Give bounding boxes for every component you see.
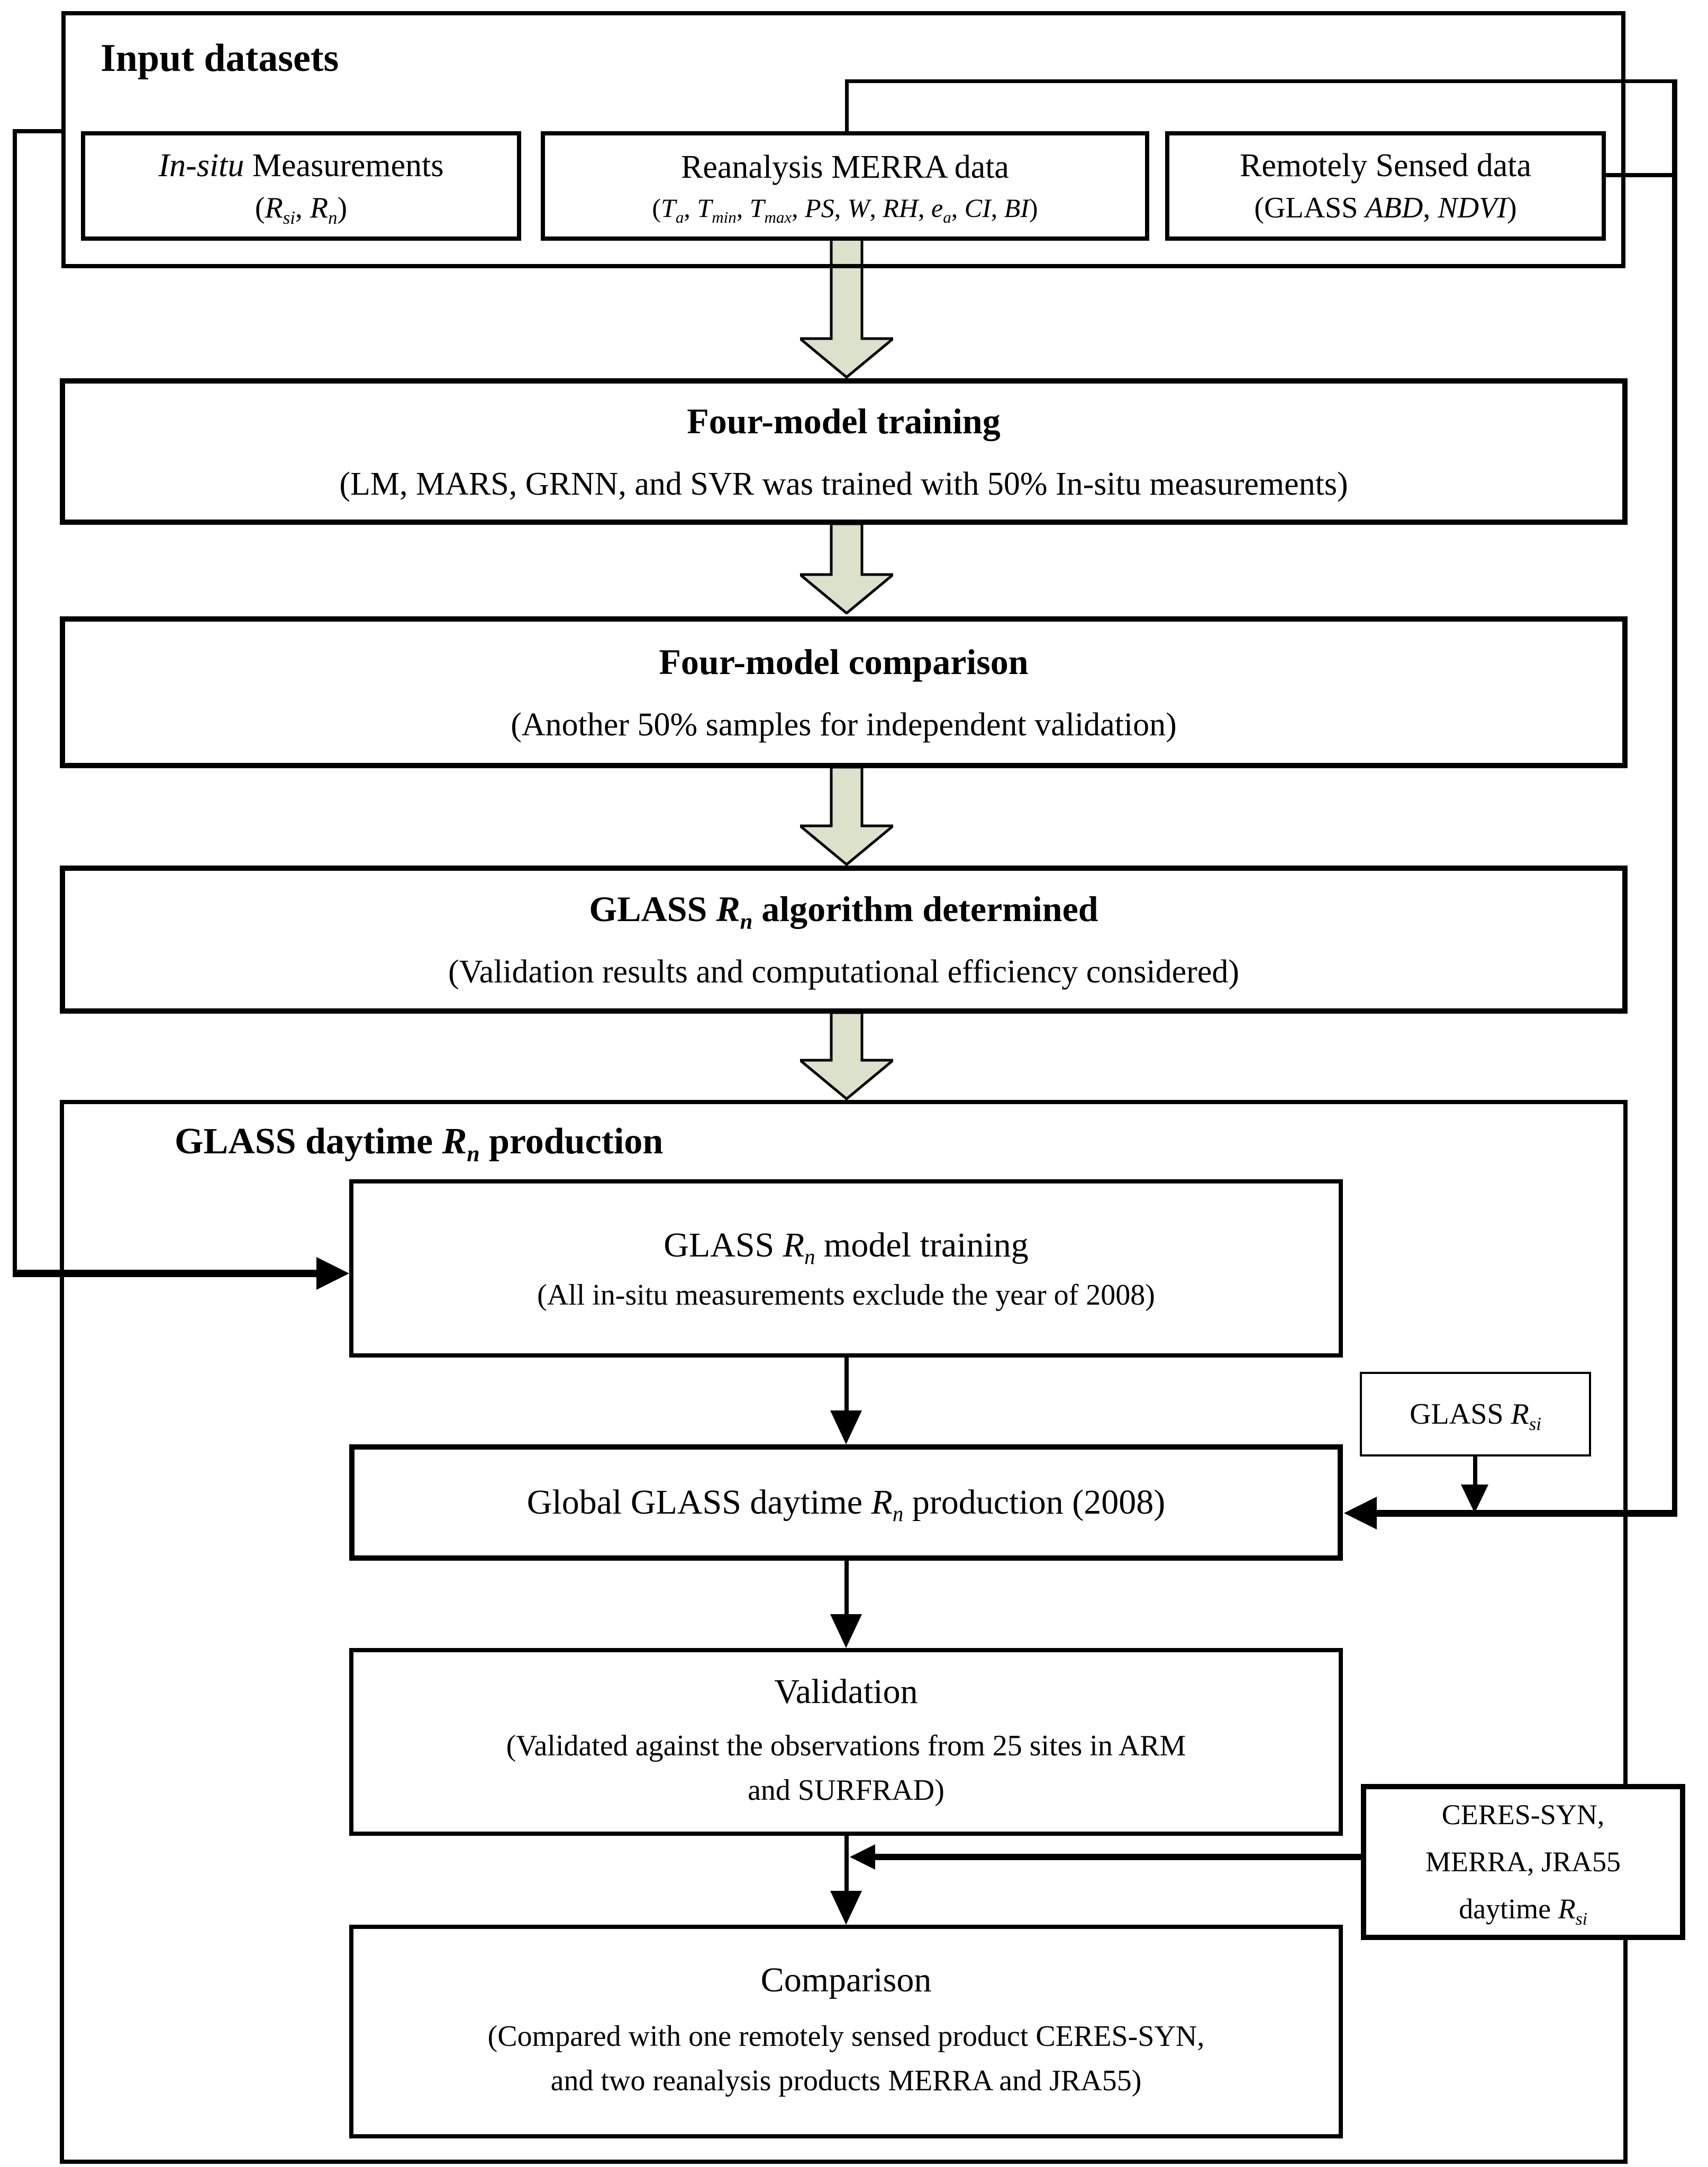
glass-rn-model-training-box [349, 1179, 1343, 1358]
insitu-measurements-label: In-situ Measurements [158, 148, 444, 184]
input-datasets-title: Input datasets [101, 37, 339, 80]
four-model-training-subtitle: (LM, MARS, GRNN, and SVR was trained with 50% In-situ measurements) [339, 466, 1348, 502]
routing-to-production-arrowhead-left-icon [1344, 1497, 1377, 1529]
global-production-title: Global GLASS daytime $R_n$ production (2008) [526, 1483, 1166, 1526]
comparison-title: Comparison [760, 1961, 932, 1999]
ceres-to-flow-connector-shaft [874, 1854, 1361, 1860]
validation-to-comparison-arrow-shaft [844, 1836, 849, 1892]
glass-rsi-box [1360, 1372, 1591, 1456]
ceres-merra-jra55-label: CERES-SYN, MERRA, JRA55 daytime $R_{si}$ [1425, 1798, 1621, 1929]
four-model-comparison-title: Four-model comparison [659, 641, 1029, 682]
reanalysis-merra-box [541, 131, 1149, 241]
glass-rsi-label: GLASS $R_{si}$ [1410, 1398, 1541, 1435]
flow-arrow-comparison-to-algorithm-icon [800, 767, 893, 866]
glass-rn-algorithm-box [60, 866, 1628, 1014]
four-model-training-title: Four-model training [687, 400, 1001, 441]
four-model-training-box [60, 378, 1628, 525]
validation-title: Validation [774, 1672, 918, 1711]
production-to-validation-arrow-shaft [844, 1561, 849, 1615]
training-to-production-arrowhead-down-icon [830, 1410, 862, 1444]
right-routing-line-vertical [1672, 79, 1677, 1517]
feedback-line-horizontal-top [13, 129, 63, 133]
production-section-title: GLASS daytime $R_n$ production [175, 1121, 664, 1167]
feedback-line-vertical [13, 129, 17, 1275]
remote-to-routing-connector [1606, 173, 1676, 177]
glass-rsi-arrow-shaft [1473, 1456, 1477, 1486]
remotely-sensed-label: Remotely Sensed data [1240, 148, 1531, 184]
validation-box [349, 1648, 1343, 1836]
flow-arrow-training-to-comparison-icon [800, 524, 893, 614]
remotely-sensed-variables: (GLASS ABD, NDVI) [1254, 192, 1517, 224]
routing-to-production-arrow-shaft [1376, 1510, 1676, 1517]
remotely-sensed-box [1165, 131, 1606, 241]
insitu-measurements-variables: ($R_{si}$, $R_n$) [255, 192, 348, 229]
flow-arrow-algorithm-to-production-icon [800, 1013, 893, 1100]
reanalysis-merra-label: Reanalysis MERRA data [681, 149, 1009, 185]
glass-rn-algorithm-title: GLASS $R_n$ algorithm determined [589, 889, 1098, 934]
production-to-validation-arrowhead-down-icon [830, 1614, 862, 1648]
training-to-production-arrow-shaft [844, 1358, 849, 1412]
four-model-comparison-subtitle: (Another 50% samples for independent validation) [511, 706, 1177, 743]
ceres-merra-jra55-box [1361, 1784, 1685, 1940]
insitu-measurements-box [81, 131, 521, 241]
glass-rn-model-training-subtitle: (All in-situ measurements exclude the year of 2008) [537, 1278, 1155, 1312]
glass-rn-algorithm-subtitle: (Validation results and computational efficiency considered) [448, 954, 1239, 990]
four-model-comparison-box [60, 616, 1628, 768]
comparison-box [349, 1925, 1343, 2138]
validation-subtitle: (Validated against the observations from 25 sites in ARM and SURFRAD) [506, 1729, 1186, 1807]
glass-rsi-arrowhead-down-icon [1461, 1485, 1488, 1513]
glass-rn-model-training-title: GLASS $R_n$ model training [664, 1225, 1029, 1269]
comparison-subtitle: (Compared with one remotely sensed product CERES-SYN, and two reanalysis products MERRA and JRA55) [487, 2020, 1205, 2097]
ceres-to-flow-arrowhead-left-icon [850, 1844, 875, 1870]
reanalysis-merra-variables: ($T_a$, $T_{min}$, $T_{max}$, PS, W, RH, $e_a$, CI, BI) [652, 193, 1038, 226]
global-production-box [349, 1444, 1343, 1561]
validation-to-comparison-arrowhead-down-icon [830, 1891, 862, 1925]
